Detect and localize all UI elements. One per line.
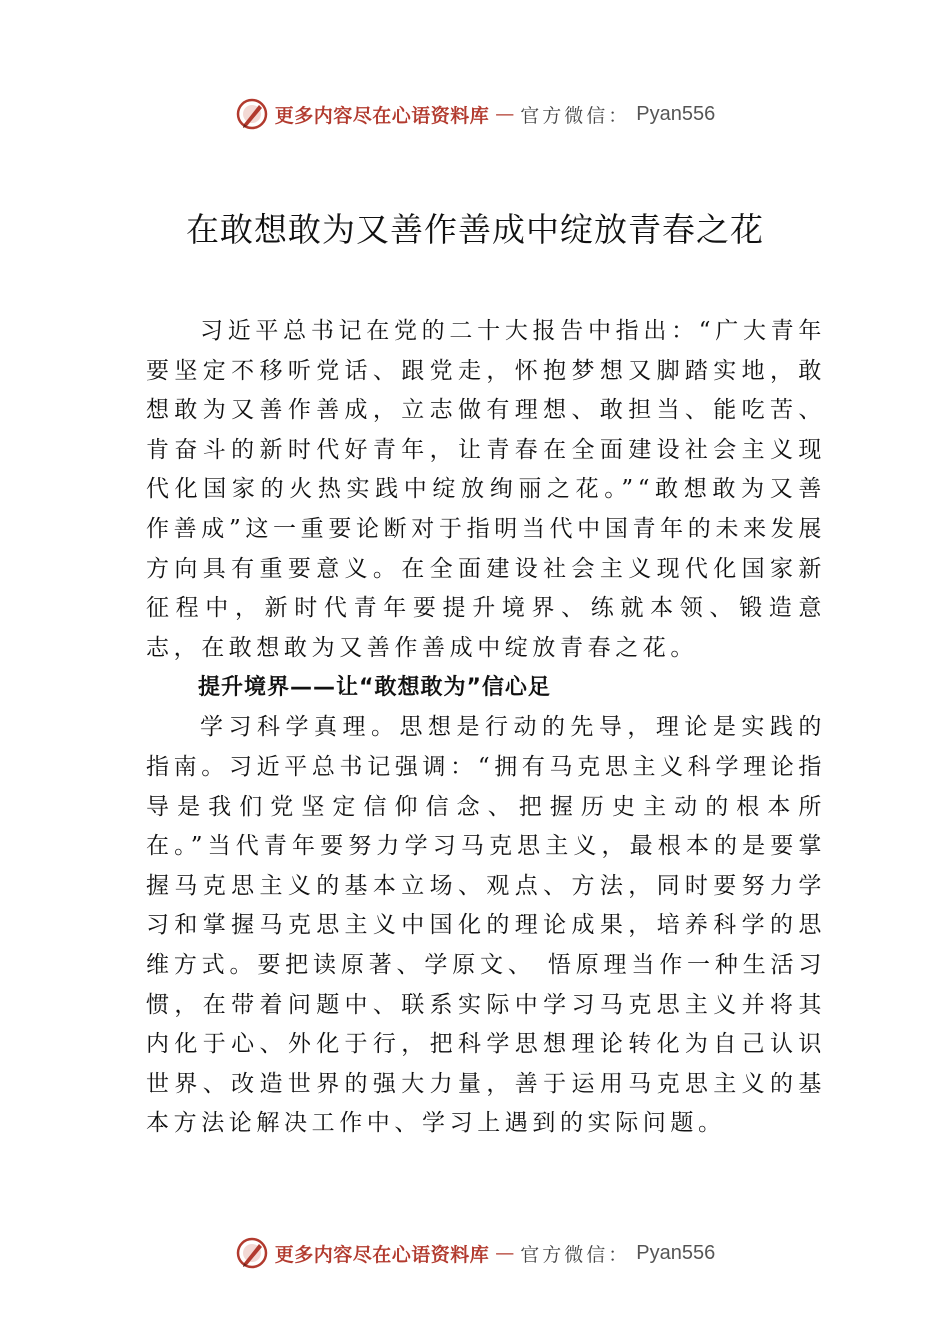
document-body — [146, 312, 826, 1144]
document-title: 在敢想敢为又善作善成中绽放青春之花 — [186, 210, 764, 249]
header-banner — [0, 94, 950, 134]
body-paragraph: 学习科学真理。思想是行动的先导，理论是实践的指南。习近平总书记强调：“拥有马克思主义科学理论指导是我们党坚定信仰信念、把握历史主动的根本所在。”当代青年要努力学习马克思主义，最根本的是要掌握马克思主义的基本立场、观点、方法，同时要努力学习和掌握马克思主义中国化的理论成果，培养科学的思维方式。要把读原著、学原文、 悟原理当作一种生活习惯，在带着问题中、联系实际中学习马克思主义并将其内化于心、外化于行，把科学思想理论转化为自己认识世界、改造世界的强大力量，善于运用马克思主义的基本方法论解决工作中、学习上遇到的实际问题。 — [146, 714, 826, 1137]
pen-logo-icon — [235, 97, 269, 131]
banner-brand-text: 更多内容尽在心语资料库 — [274, 104, 490, 127]
banner-brand-text: 更多内容尽在心语资料库 — [274, 1243, 490, 1266]
banner-wechat-label: 官方微信： — [520, 104, 631, 127]
banner-separator: — — [495, 1242, 515, 1264]
banner-separator: — — [495, 103, 515, 125]
banner-wechat-id: Pyan556 — [636, 1241, 716, 1264]
banner-wechat-id: Pyan556 — [636, 102, 716, 125]
footer-banner — [0, 1233, 950, 1273]
pen-logo-icon — [235, 1236, 269, 1270]
intro-paragraph: 习近平总书记在党的二十大报告中指出：“广大青年要坚定不移听党话、跟党走，怀抱梦想又脚踏实地，敢想敢为又善作善成，立志做有理想、敢担当、能吃苦、肯奋斗的新时代好青年，让青春在全面建设社会主义现代化国家的火热实践中绽放绚丽之花。”“敢想敢为又善作善成”这一重要论断对于指明当代中国青年的未来发展方向具有重要意义。在全面建设社会主义现代化国家新征程中，新时代青年要提升境界、练就本领、锻造意志，在敢想敢为又善作善成中绽放青春之花。 — [146, 318, 826, 661]
banner-wechat-label: 官方微信： — [520, 1243, 631, 1266]
section-heading: 提升境界——让“敢想敢为”信心足 — [198, 675, 551, 701]
